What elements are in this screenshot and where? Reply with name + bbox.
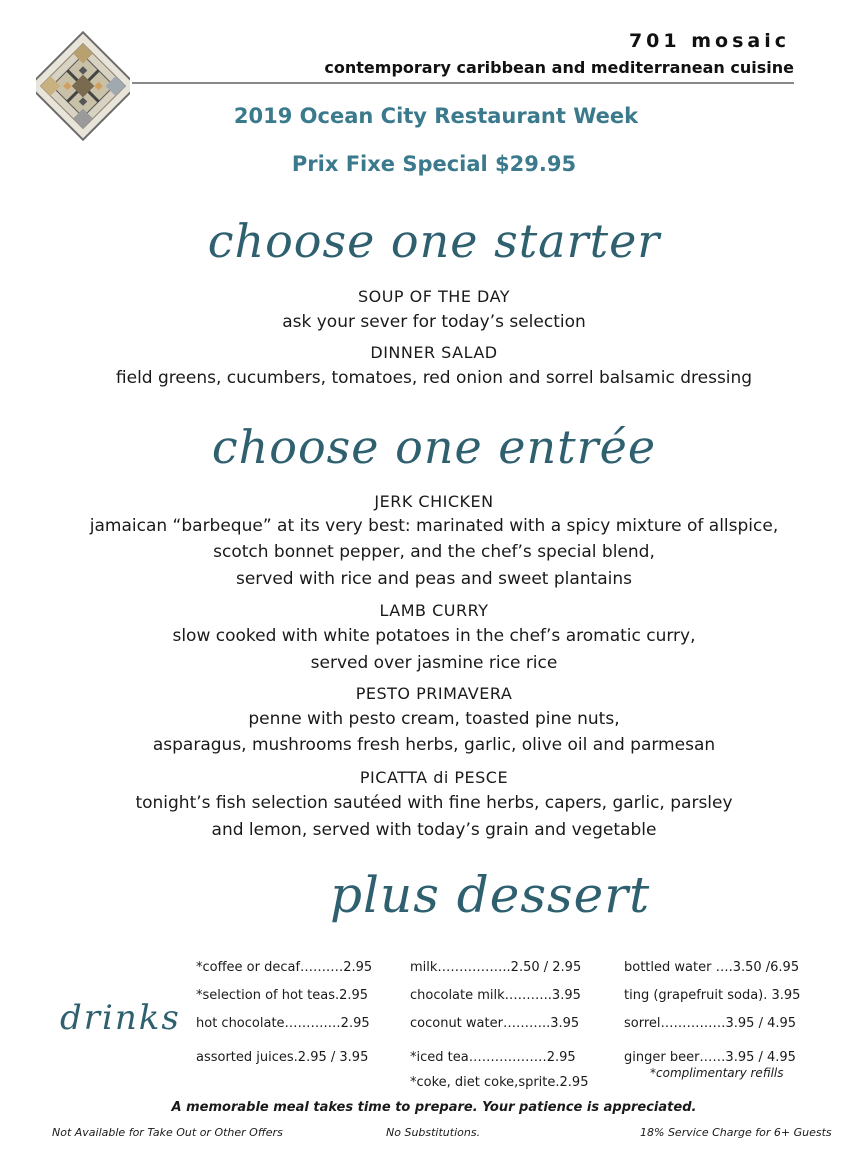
entree-name: PESTO PRIMAVERA <box>355 684 513 703</box>
drink-item: coconut water………..3.95 <box>410 1016 580 1031</box>
starter-name: DINNER SALAD <box>370 343 498 362</box>
prix-fixe-price: Prix Fixe Special $29.95 <box>291 152 577 176</box>
entree-desc-line: served over jasmine rice rice <box>310 653 558 673</box>
drink-item: ting (grapefruit soda). 3.95 <box>624 988 801 1003</box>
starter-name: SOUP OF THE DAY <box>357 287 511 306</box>
entree-desc-line: penne with pesto cream, toasted pine nuts, <box>248 709 620 729</box>
drink-item: milk……………..2.50 / 2.95 <box>410 960 582 975</box>
starter-desc: ask your sever for today’s selection <box>282 312 586 332</box>
entree-desc-line: scotch bonnet pepper, and the chef’s special blend, <box>213 542 655 562</box>
drink-item: bottled water ….3.50 /6.95 <box>624 960 800 975</box>
drinks-column-1 <box>196 954 372 1072</box>
entree-desc-line: asparagus, mushrooms fresh herbs, garlic, olive oil and parmesan <box>152 735 716 755</box>
starter-desc: field greens, cucumbers, tomatoes, red onion and sorrel balsamic dressing <box>115 368 753 388</box>
drink-item: hot chocolate……….…2.95 <box>196 1016 370 1031</box>
drinks-column-3 <box>624 954 800 1072</box>
drink-item: *coffee or decaf…….…2.95 <box>196 960 373 975</box>
entree-desc-line: slow cooked with white potatoes in the chef’s aromatic curry, <box>172 626 696 646</box>
header-divider <box>132 82 794 84</box>
drink-item: assorted juices.2.95 / 3.95 <box>196 1050 369 1065</box>
drink-item: ginger beer……3.95 / 4.95 <box>624 1050 796 1065</box>
entree-desc-line: served with rice and peas and sweet plantains <box>235 569 632 589</box>
entree-desc-line: and lemon, served with today’s grain and vegetable <box>211 820 657 840</box>
drink-item: *coke, diet coke,sprite.2.95 <box>410 1075 589 1090</box>
patience-notice: A memorable meal takes time to prepare. Your patience is appreciated. <box>171 1100 697 1115</box>
restaurant-tagline: contemporary caribbean and mediterranean cuisine <box>324 58 794 77</box>
drinks-column-2 <box>410 954 588 1097</box>
footer-substitutions-note: No Substitutions. <box>386 1126 481 1139</box>
entree-desc-line: tonight’s fish selection sautéed with fine herbs, capers, garlic, parsley <box>135 793 733 813</box>
event-title: 2019 Ocean City Restaurant Week <box>233 104 639 128</box>
entree-name: JERK CHICKEN <box>374 492 494 511</box>
footer-service-charge-note: 18% Service Charge for 6+ Guests <box>640 1126 832 1139</box>
restaurant-name: 701 mosaic <box>628 30 790 52</box>
entree-name: PICATTA di PESCE <box>359 768 509 787</box>
drink-item: *iced tea………………2.95 <box>410 1050 576 1065</box>
entree-heading: choose one entrée <box>211 420 657 474</box>
dessert-heading: plus dessert <box>330 866 651 924</box>
complimentary-refills-note: *complimentary refills <box>650 1066 784 1080</box>
entree-desc-line: jamaican “barbeque” at its very best: marinated with a spicy mixture of allspice, <box>89 516 779 536</box>
drinks-heading: drinks <box>60 998 181 1038</box>
footer-takeout-note: Not Available for Take Out or Other Offers <box>52 1126 283 1139</box>
drink-item: sorrel……………3.95 / 4.95 <box>624 1016 797 1031</box>
drink-item: chocolate milk………..3.95 <box>410 988 581 1003</box>
starter-heading: choose one starter <box>207 214 661 268</box>
entree-name: LAMB CURRY <box>379 601 489 620</box>
drink-item: *selection of hot teas.2.95 <box>196 988 369 1003</box>
